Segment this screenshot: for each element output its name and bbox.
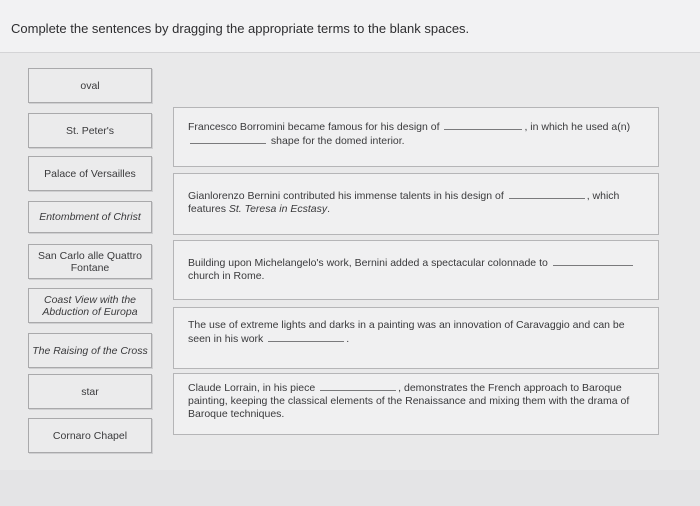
blank-drop-zone[interactable] [509, 189, 585, 199]
term-san-carlo[interactable] [28, 244, 152, 279]
sentence-text: Francesco Borromini became famous for his design of [188, 121, 440, 133]
sentence-text: church in Rome. [188, 270, 265, 282]
term-label: Coast View with the Abduction of Europa [42, 293, 138, 318]
blank-drop-zone[interactable] [190, 134, 266, 144]
term-label: Palace of Versailles [44, 167, 136, 180]
term-palace-of-versailles[interactable] [28, 156, 152, 191]
blank-drop-zone[interactable] [268, 332, 344, 342]
sentence-text: shape for the domed interior. [270, 135, 405, 147]
term-coast-view[interactable] [28, 288, 152, 323]
term-label: oval [80, 79, 100, 92]
sentence-3 [173, 240, 659, 300]
sentence-text: . [327, 203, 331, 215]
term-label: star [81, 385, 99, 398]
term-cornaro-chapel[interactable] [28, 418, 152, 453]
term-entombment-of-christ[interactable] [28, 201, 152, 233]
term-st-peters[interactable] [28, 113, 152, 148]
term-label: St. Peter's [65, 124, 115, 137]
artwork-title: St. Teresa in Ecstasy [228, 203, 328, 215]
sentence-text: The use of extreme lights and darks in a painting was an innovation of Caravaggio and can be seen in his work [188, 319, 625, 345]
sentence-text: Building upon Michelangelo's work, Bernini added a spectacular colonnade to [188, 257, 548, 269]
term-label: Cornaro Chapel [52, 429, 128, 442]
sentence-2 [173, 173, 659, 235]
sentence-text: , which features [188, 190, 620, 215]
sentence-text: . [346, 333, 350, 345]
sentence-text: , in which he used a(n) [524, 121, 631, 133]
term-label: Entombment of Christ [39, 211, 141, 223]
blank-drop-zone[interactable] [553, 256, 633, 266]
term-label: The Raising of the Cross [32, 344, 148, 357]
footer-area [0, 470, 700, 506]
sentence-text: , demonstrates the French approach to Baroque painting, keeping the classical elements of the Renaissance and mixing them with the drama of Baroque techniques. [188, 382, 630, 420]
sentence-1 [173, 107, 659, 167]
sentence-text: Claude Lorrain, in his piece [188, 382, 316, 394]
term-star[interactable] [28, 374, 152, 409]
sentence-4 [173, 307, 659, 369]
blank-drop-zone[interactable] [444, 120, 522, 130]
instructions-text: Complete the sentences by dragging the appropriate terms to the blank spaces. [11, 21, 470, 36]
sentence-5 [173, 373, 659, 435]
term-raising-of-the-cross[interactable] [28, 333, 152, 368]
sentence-text: Gianlorenzo Bernini contributed his immense talents in his design of [188, 190, 504, 202]
blank-drop-zone[interactable] [320, 381, 396, 391]
term-label: San Carlo alle Quattro Fontane [38, 249, 142, 274]
header-bar [0, 0, 700, 53]
term-oval[interactable] [28, 68, 152, 103]
